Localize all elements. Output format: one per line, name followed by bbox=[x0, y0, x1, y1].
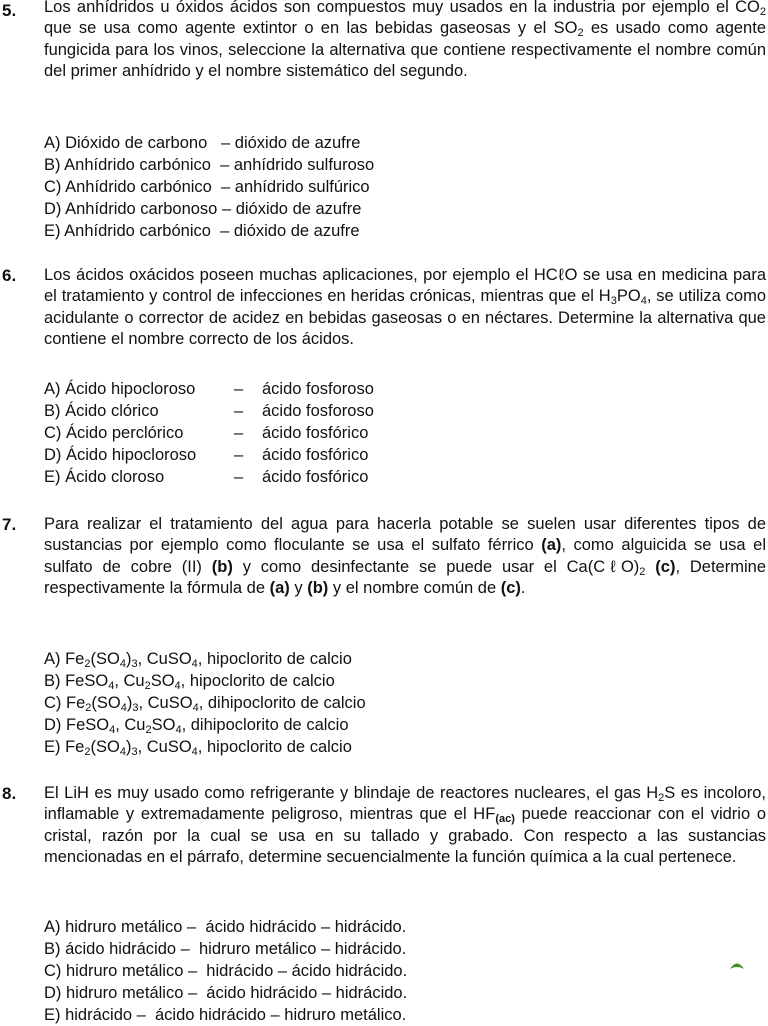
option-c[interactable]: C) Anhídrido carbónico – anhídrido sulfúrico bbox=[44, 178, 370, 196]
option-left: D) Ácido hipocloroso bbox=[44, 446, 197, 464]
options-list bbox=[44, 378, 374, 488]
options-list bbox=[44, 132, 374, 242]
leaf-icon bbox=[728, 960, 746, 970]
option-a[interactable]: A) Dióxido de carbono – dióxido de azufre bbox=[44, 134, 361, 152]
option-e[interactable]: E) $Fe_2(SO_4)_3$, CuSO$_4$, hipoclorito de calcio bbox=[44, 738, 352, 758]
option-d[interactable] bbox=[44, 444, 374, 466]
option-left: A) Ácido hipocloroso bbox=[44, 380, 196, 398]
option-dash: – bbox=[234, 402, 244, 420]
option-e[interactable] bbox=[44, 466, 374, 488]
question-6 bbox=[0, 265, 768, 490]
option-dash: – bbox=[234, 380, 244, 398]
question-7 bbox=[0, 514, 768, 764]
option-left: E) Ácido cloroso bbox=[44, 468, 165, 486]
option-c[interactable]: C) $Fe_2(SO_4)_3$, CuSO$_4$, dihipoclorito de calcio bbox=[44, 694, 366, 714]
question-stem: Los ácidos oxácidos poseen muchas aplicaciones, por ejemplo el HCℓO se usa en medicina para el tratamiento y control de infecciones en heridas crónicas, mientras que el $H_3PO_4$, se utiliza como acidulante o corrector de acidez en bebidas gaseosas o en néctares. Determine la alternativa que contiene el nombre correcto de los ácidos. bbox=[44, 266, 767, 348]
option-dash: – bbox=[234, 468, 244, 486]
option-c[interactable] bbox=[44, 422, 374, 444]
option-e[interactable]: E) Anhídrido carbónico – dióxido de azufre bbox=[44, 222, 360, 240]
question-stem: Para realizar el tratamiento del agua para hacerla potable se suelen usar diferentes tipos de sustancias por ejemplo como floculante se usa el sulfato férrico (a), como alguicida se usa el sulfato de cobre (II) (b) y como desinfectante se puede usar el $Ca(C\ell O)_2$ (c), Determine respectivamente la fórmula de (a) y (b) y el nombre común de (c). bbox=[44, 515, 766, 597]
question-number: 8. bbox=[2, 784, 17, 803]
option-d[interactable]: D) FeSO$_4$, $Cu_2SO_4$, dihipoclorito de calcio bbox=[44, 716, 349, 736]
question-number: 7. bbox=[2, 515, 17, 534]
option-right: ácido fosforoso bbox=[262, 402, 374, 420]
option-right: ácido fosforoso bbox=[262, 380, 374, 398]
option-right: ácido fosfórico bbox=[262, 468, 369, 486]
question-8 bbox=[0, 783, 768, 1024]
option-left: C) Ácido perclórico bbox=[44, 424, 184, 442]
option-b[interactable] bbox=[44, 400, 374, 422]
option-b[interactable]: B) ácido hidrácido – hidruro metálico – hidrácido. bbox=[44, 940, 407, 958]
option-right: ácido fosfórico bbox=[262, 446, 369, 464]
option-dash: – bbox=[234, 424, 244, 442]
option-b[interactable]: B) Anhídrido carbónico – anhídrido sulfuroso bbox=[44, 156, 375, 174]
question-5 bbox=[0, 0, 768, 245]
question-number: 5. bbox=[2, 1, 17, 20]
question-stem: El LiH es muy usado como refrigerante y blindaje de reactores nucleares, el gas $H_2S$ es incoloro, inflamable y extremadamente peligroso, mientras que el $HF_{(ac)}$ puede reaccionar con el vidrio o cristal, razón por la cual se usa en su tallado y grabado. Con respecto a las sustancias mencionadas en el párrafo, determine secuencialmente la función química a la cual pertenece. bbox=[44, 784, 767, 866]
option-d[interactable]: D) Anhídrido carbonoso – dióxido de azufre bbox=[44, 200, 362, 218]
question-stem: Los anhídridos u óxidos ácidos son compuestos muy usados en la industria por ejemplo el $CO_2$ que se usa como agente extintor o en las bebidas gaseosas y el $SO_2$ es usado como agente fungicida para los vinos, seleccione la alternativa que contiene respectivamente el nombre común del primer anhídrido y el nombre sistemático del segundo. bbox=[44, 0, 766, 80]
question-number: 6. bbox=[2, 266, 17, 285]
option-d[interactable]: D) hidruro metálico – ácido hidrácido – hidrácido. bbox=[44, 984, 408, 1002]
option-dash: – bbox=[234, 446, 244, 464]
option-c[interactable]: C) hidruro metálico – hidrácido – ácido hidrácido. bbox=[44, 962, 408, 980]
option-right: ácido fosfórico bbox=[262, 424, 369, 442]
option-a[interactable]: A) hidruro metálico – ácido hidrácido – hidrácido. bbox=[44, 918, 407, 936]
rubinos-logo bbox=[706, 960, 766, 1016]
option-left: B) Ácido clórico bbox=[44, 402, 159, 420]
options-list bbox=[44, 648, 366, 758]
options-list bbox=[44, 916, 407, 1026]
option-a[interactable]: A) $Fe_2(SO_4)_3$, CuSO$_4$, hipoclorito de calcio bbox=[44, 650, 352, 670]
option-e[interactable]: E) hidrácido – ácido hidrácido – hidruro metálico. bbox=[44, 1006, 407, 1024]
option-b[interactable]: B) FeSO$_4$, $Cu_2SO_4$, hipoclorito de calcio bbox=[44, 672, 335, 692]
option-a[interactable] bbox=[44, 378, 374, 400]
